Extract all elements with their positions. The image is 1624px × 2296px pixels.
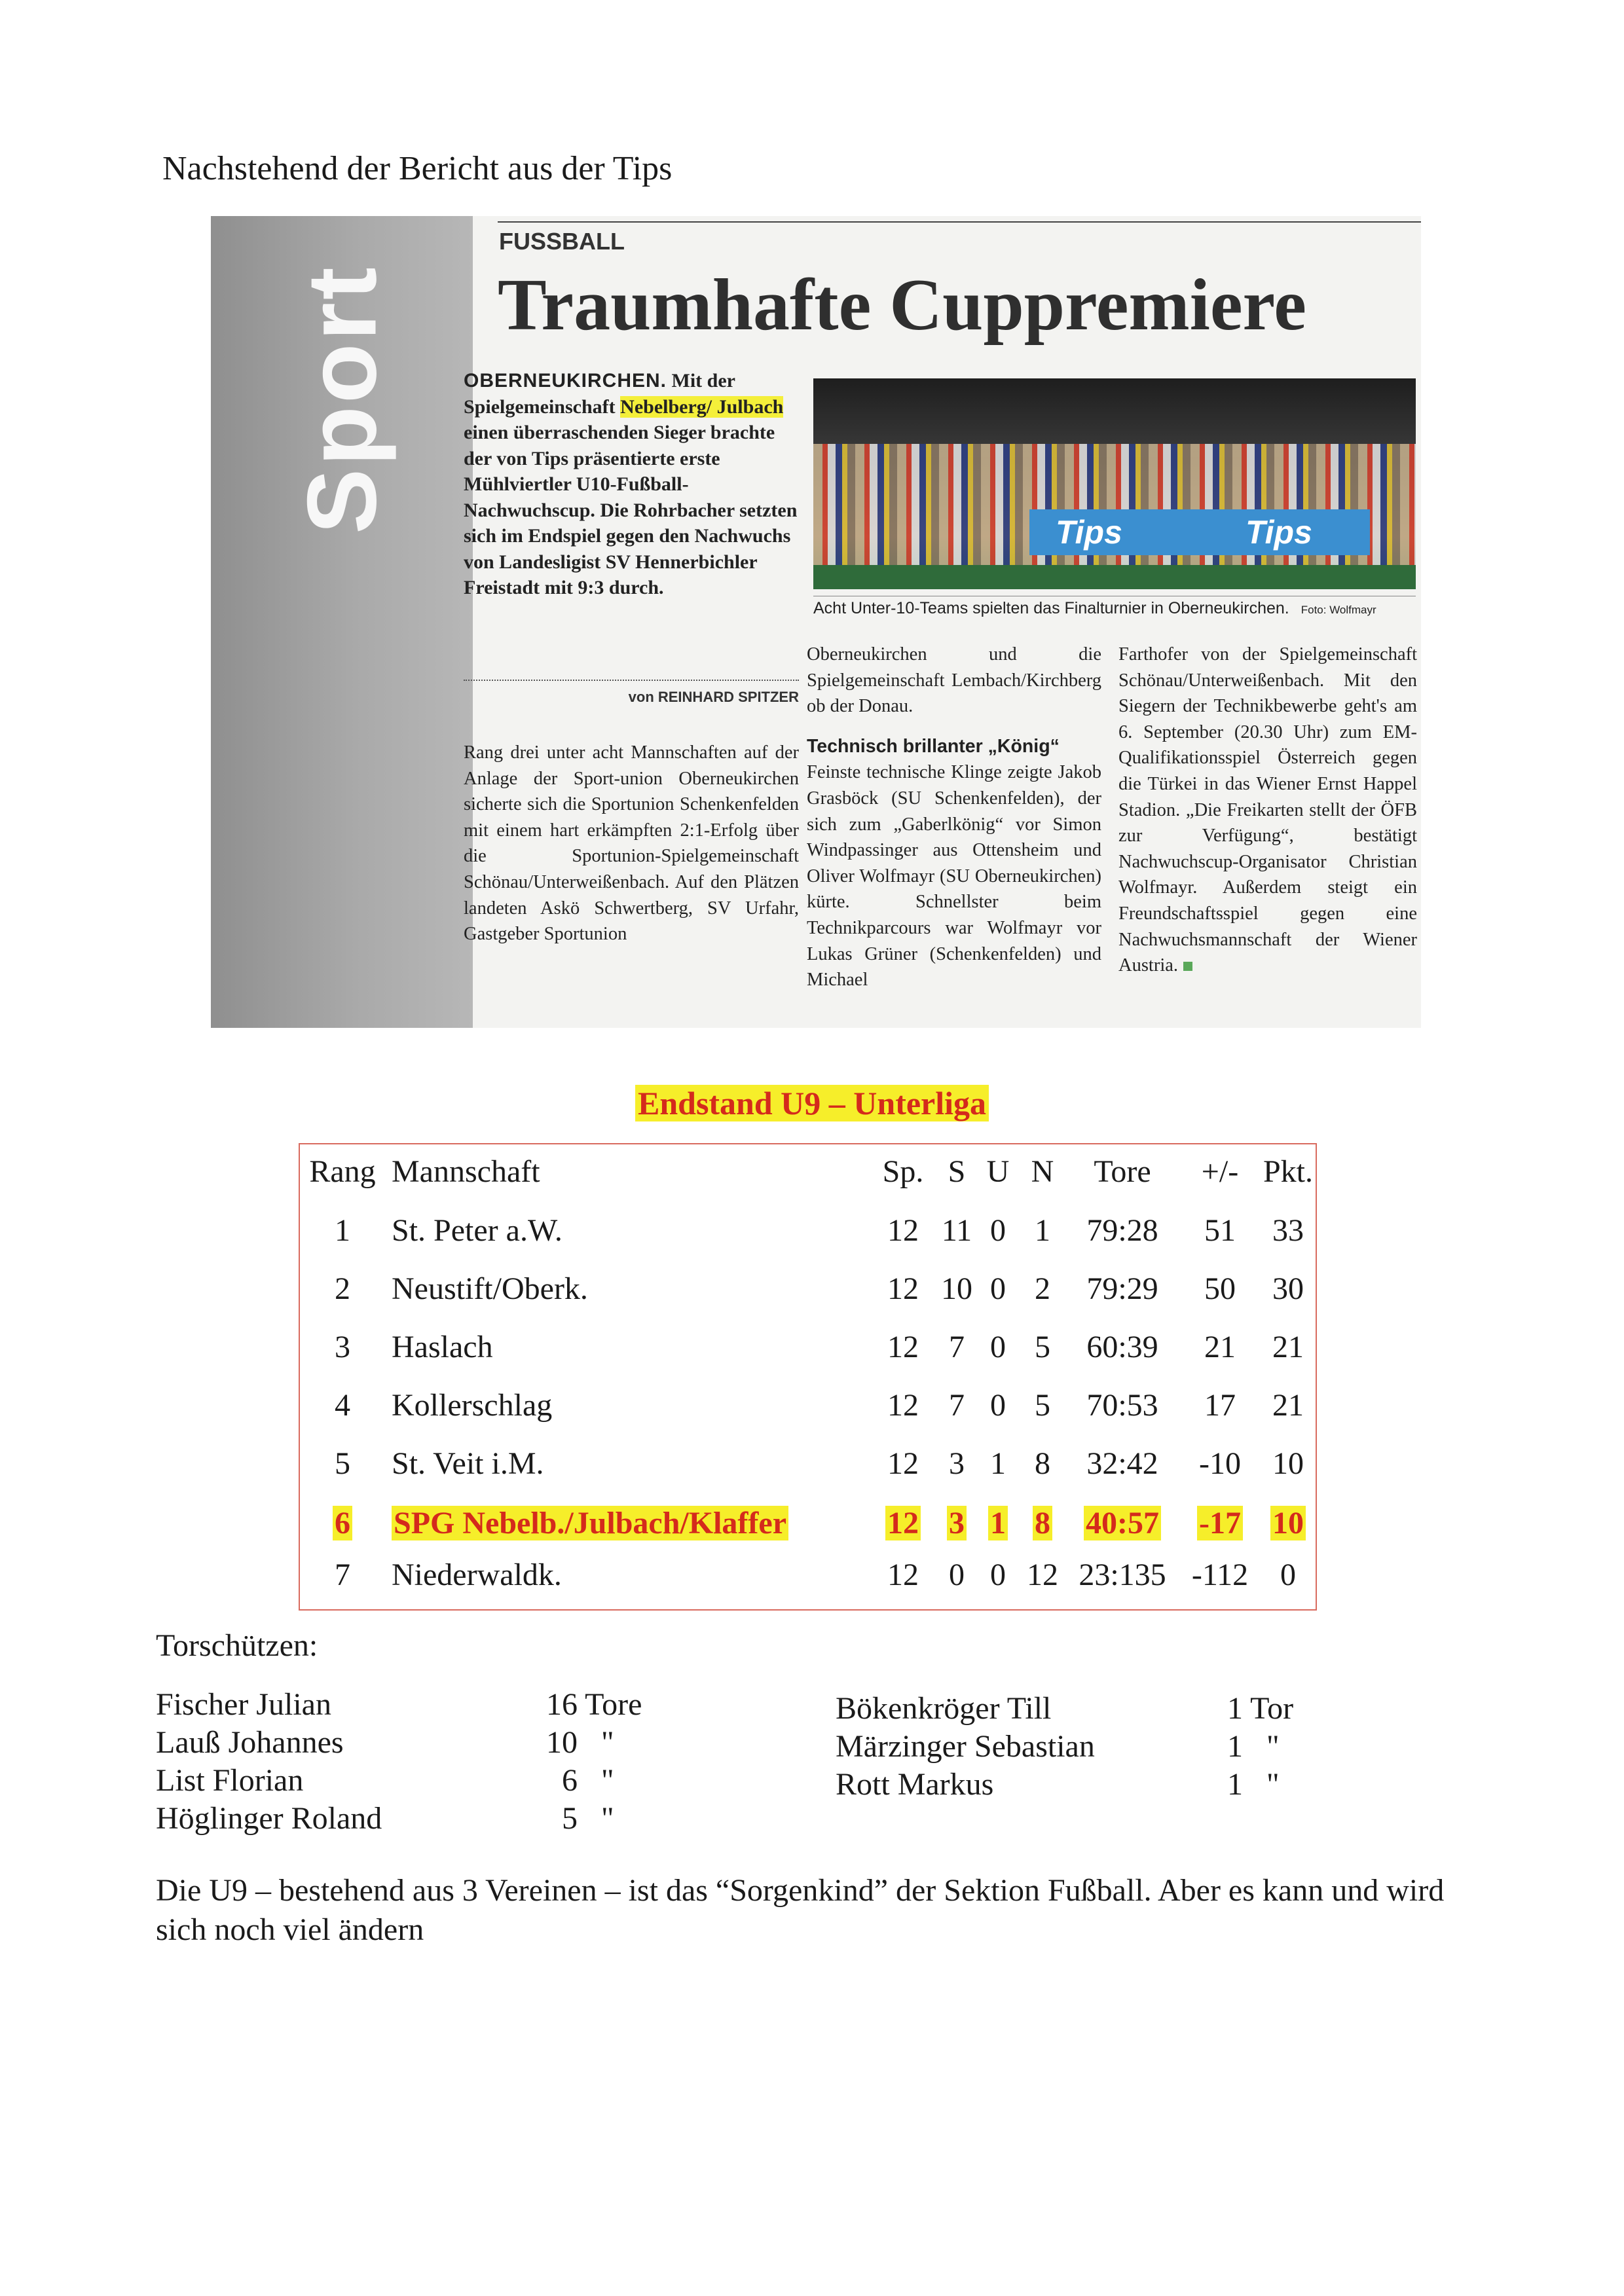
cell-pkt: 0 (1280, 1558, 1296, 1592)
cell-tore: 79:28 (1086, 1213, 1158, 1248)
team-photo (813, 378, 1416, 589)
cell-diff: 17 (1204, 1388, 1236, 1423)
cell-tore: 79:29 (1086, 1271, 1158, 1306)
kicker: FUSSBALL (499, 228, 625, 255)
cell-sp (874, 1505, 932, 1541)
cell-s (934, 1505, 980, 1541)
header-pkt: Pkt. (1263, 1154, 1314, 1189)
header-sp: Sp. (882, 1154, 924, 1189)
photo-caption (813, 599, 1416, 618)
cell-diff-text: -17 (1197, 1506, 1243, 1540)
cell-sp: 12 (887, 1446, 919, 1481)
scorer-name: List Florian (156, 1763, 304, 1798)
cell-n: 12 (1027, 1558, 1058, 1592)
header-s: S (948, 1154, 966, 1189)
table-row (300, 1212, 1316, 1269)
scorer-name: Bökenkröger Till (836, 1691, 1052, 1726)
cell-team: St. Veit i.M. (392, 1446, 544, 1481)
scorer-goals: 16 Tore (546, 1687, 642, 1722)
cell-team: St. Peter a.W. (392, 1213, 563, 1248)
cell-rang: 5 (335, 1446, 350, 1481)
cell-s: 10 (941, 1271, 972, 1306)
cell-pkt: 10 (1272, 1446, 1304, 1481)
lead-paragraph (464, 368, 799, 601)
cell-sp: 12 (887, 1330, 919, 1364)
scorer-name: Lauß Johannes (156, 1725, 344, 1760)
cell-s: 7 (949, 1330, 965, 1364)
photo-credit: Foto: Wolfmayr (1301, 604, 1376, 616)
cell-rang: 7 (335, 1558, 350, 1592)
header-u: U (986, 1154, 1010, 1189)
cell-n: 2 (1035, 1271, 1050, 1306)
cell-n: 5 (1035, 1388, 1050, 1423)
table-row (300, 1329, 1316, 1385)
table-row (300, 1271, 1316, 1327)
col2-subheading: Technisch brillanter „König“ (807, 735, 1060, 757)
cell-rang: 1 (335, 1213, 350, 1248)
cell-rang: 2 (335, 1271, 350, 1306)
header-tore: Tore (1094, 1154, 1151, 1189)
scorer-goals: 10 " (546, 1725, 614, 1760)
cell-rang-text: 6 (333, 1506, 352, 1540)
cell-team: Niederwaldk. (392, 1558, 562, 1592)
table-row (300, 1557, 1316, 1613)
cell-rang: 3 (335, 1330, 350, 1364)
scorers-title: Torschützen: (156, 1628, 318, 1663)
col2-body: Feinste technische Klinge zeigte Jakob Grasböck (SU Schenkenfelden), der sich zum „Gaberlkönig“ vor Simon Windpassinger aus Ottensheim und Oliver Wolfmayr (SU Oberneukirchen) kürte. Schnellster beim Technikparcours war Wolfmayr vor Lukas Grüner (Schenkenfelden) und Michael (807, 762, 1101, 991)
cell-u: 1 (990, 1446, 1006, 1481)
cell-u: 0 (990, 1558, 1006, 1592)
sport-section-label: Sport (286, 264, 397, 534)
scorer-name: Rott Markus (836, 1767, 994, 1802)
cell-diff: -112 (1191, 1558, 1249, 1592)
banner-logo-left: Tips (1056, 514, 1122, 551)
header-diff: +/- (1201, 1154, 1239, 1189)
cell-s: 3 (949, 1446, 965, 1481)
kicker-rule (498, 221, 1421, 223)
article-column-1: Rang drei unter acht Mannschaften auf der Anlage der Sport-union Oberneukirchen sicherte sich die Sportunion Schenkenfelden mit einem hart erkämpften 2:1-Erfolg über die Sportunion-Spielgemeinschaft Schönau/Unterweißenbach. Auf den Plätzen landeten Askö Schwertberg, SV Urfahr, Gastgeber Sportunion (464, 742, 799, 945)
scorer-name: Fischer Julian (156, 1687, 331, 1722)
cell-sp: 12 (887, 1388, 919, 1423)
article-column-2 (807, 642, 1101, 993)
cell-pkt: 30 (1272, 1271, 1304, 1306)
table-row (300, 1446, 1316, 1502)
closing-paragraph: Die U9 – bestehend aus 3 Vereinen – ist das “Sorgenkind” der Sektion Fußball. Aber es kann und wird sich noch viel ändern (156, 1873, 1445, 1947)
cell-s: 0 (949, 1558, 965, 1592)
caption-text: Acht Unter-10-Teams spielten das Finalturnier in Oberneukirchen. (813, 599, 1289, 617)
cell-tore: 70:53 (1086, 1388, 1158, 1423)
scorer-goals: 1 Tor (1227, 1691, 1294, 1726)
standings-table (299, 1143, 1317, 1611)
cell-team (392, 1505, 788, 1541)
col3-text: Farthofer von der Spielgemeinschaft Schönau/Unterweißenbach. Mit den Siegern der Technikbewerbe geht's am 6. September (20.30 Uhr) zum EM-Qualifikationsspiel Österreich gegen die Türkei in das Wiener Ernst Happel Stadion. „Die Freikarten stellt der ÖFB zur Verfügung“, bestätigt Nachwuchscup-Organisator Christian Wolfmayr. Außerdem steigt ein Freundschaftsspiel gegen eine Nachwuchsmannschaft der Wiener Austria. (1118, 644, 1417, 976)
cell-n: 1 (1035, 1213, 1050, 1248)
cell-pkt: 33 (1272, 1213, 1304, 1248)
cell-sp: 12 (887, 1213, 919, 1248)
newspaper-clipping (211, 216, 1421, 1028)
cell-diff: 51 (1204, 1213, 1236, 1248)
standings-title: Endstand U9 – Unterliga (0, 1084, 1624, 1122)
table-row (300, 1387, 1316, 1444)
cell-u: 0 (990, 1271, 1006, 1306)
intro-text: Nachstehend der Bericht aus der Tips (162, 150, 673, 187)
cell-tore: 32:42 (1086, 1446, 1158, 1481)
cell-tore: 60:39 (1086, 1330, 1158, 1364)
cell-pkt-text: 10 (1270, 1506, 1306, 1540)
cell-n (1016, 1505, 1069, 1541)
table-header-row (300, 1154, 1316, 1210)
cell-team-text: SPG Nebelb./Julbach/Klaffer (392, 1506, 788, 1540)
photo-banner (1029, 509, 1370, 555)
cell-tore: 23:135 (1079, 1558, 1166, 1592)
scorer-name: Märzinger Sebastian (836, 1729, 1095, 1764)
header-rang: Rang (309, 1154, 376, 1189)
headline: Traumhafte Cuppremiere (498, 264, 1306, 346)
cell-rang: 4 (335, 1388, 350, 1423)
cell-team: Neustift/Oberk. (392, 1271, 588, 1306)
cell-diff: 21 (1204, 1330, 1236, 1364)
scorer-goals: 1 " (1227, 1767, 1280, 1802)
cell-team: Kollerschlag (392, 1388, 553, 1423)
cell-diff: -10 (1199, 1446, 1241, 1481)
cell-u: 0 (990, 1388, 1006, 1423)
cell-u: 0 (990, 1330, 1006, 1364)
byline: von REINHARD SPITZER (464, 680, 799, 706)
cell-diff: 50 (1204, 1271, 1236, 1306)
cell-n-text: 8 (1033, 1506, 1052, 1540)
lead-text-2: einen überraschenden Sieger brachte der von Tips präsentierte erste Mühlviertler U10-Fußball-Nachwuchscup. Die Rohrbacher setzten sich im Endspiel gegen den Nachwuchs von Landesligist SV Hennerbichler Freistadt mit 9:3 durch. (464, 422, 798, 598)
scorer-goals: 6 " (562, 1763, 614, 1798)
scorer-name: Höglinger Roland (156, 1801, 382, 1836)
cell-pkt: 21 (1272, 1330, 1304, 1364)
cell-team: Haslach (392, 1330, 493, 1364)
cell-s: 7 (949, 1388, 965, 1423)
scorer-goals: 5 " (562, 1801, 614, 1836)
article-column-3 (1118, 642, 1417, 979)
cell-tore (1065, 1505, 1180, 1541)
cell-sp: 12 (887, 1271, 919, 1306)
cell-u-text: 1 (988, 1506, 1008, 1540)
scorer-goals: 1 " (1227, 1729, 1280, 1764)
col2-intro: Oberneukirchen und die Spielgemeinschaft Lembach/Kirchberg ob der Donau. (807, 644, 1101, 717)
cell-diff (1177, 1505, 1263, 1541)
cell-s: 11 (941, 1213, 972, 1248)
cell-rang (306, 1505, 378, 1541)
cell-tore-text: 40:57 (1084, 1506, 1161, 1540)
cell-sp: 12 (887, 1558, 919, 1592)
cell-sp-text: 12 (885, 1506, 921, 1540)
photo-pitch (813, 565, 1416, 589)
table-row-highlighted (300, 1505, 1316, 1561)
cell-n: 8 (1035, 1446, 1050, 1481)
cell-u: 0 (990, 1213, 1006, 1248)
lead-place: OBERNEUKIRCHEN. (464, 370, 667, 392)
lead-text-1: Mit der Spielgemeinschaft (464, 370, 735, 418)
header-n: N (1031, 1154, 1054, 1189)
lead-highlight: Nebelberg/ Julbach (620, 395, 784, 418)
header-team: Mannschaft (392, 1154, 540, 1189)
cell-n: 5 (1035, 1330, 1050, 1364)
cell-s-text: 3 (947, 1506, 967, 1540)
banner-logo-right: Tips (1246, 514, 1312, 551)
article-end-icon (1183, 962, 1192, 971)
cell-pkt: 21 (1272, 1388, 1304, 1423)
cell-pkt (1260, 1505, 1316, 1541)
cell-u (978, 1505, 1018, 1541)
